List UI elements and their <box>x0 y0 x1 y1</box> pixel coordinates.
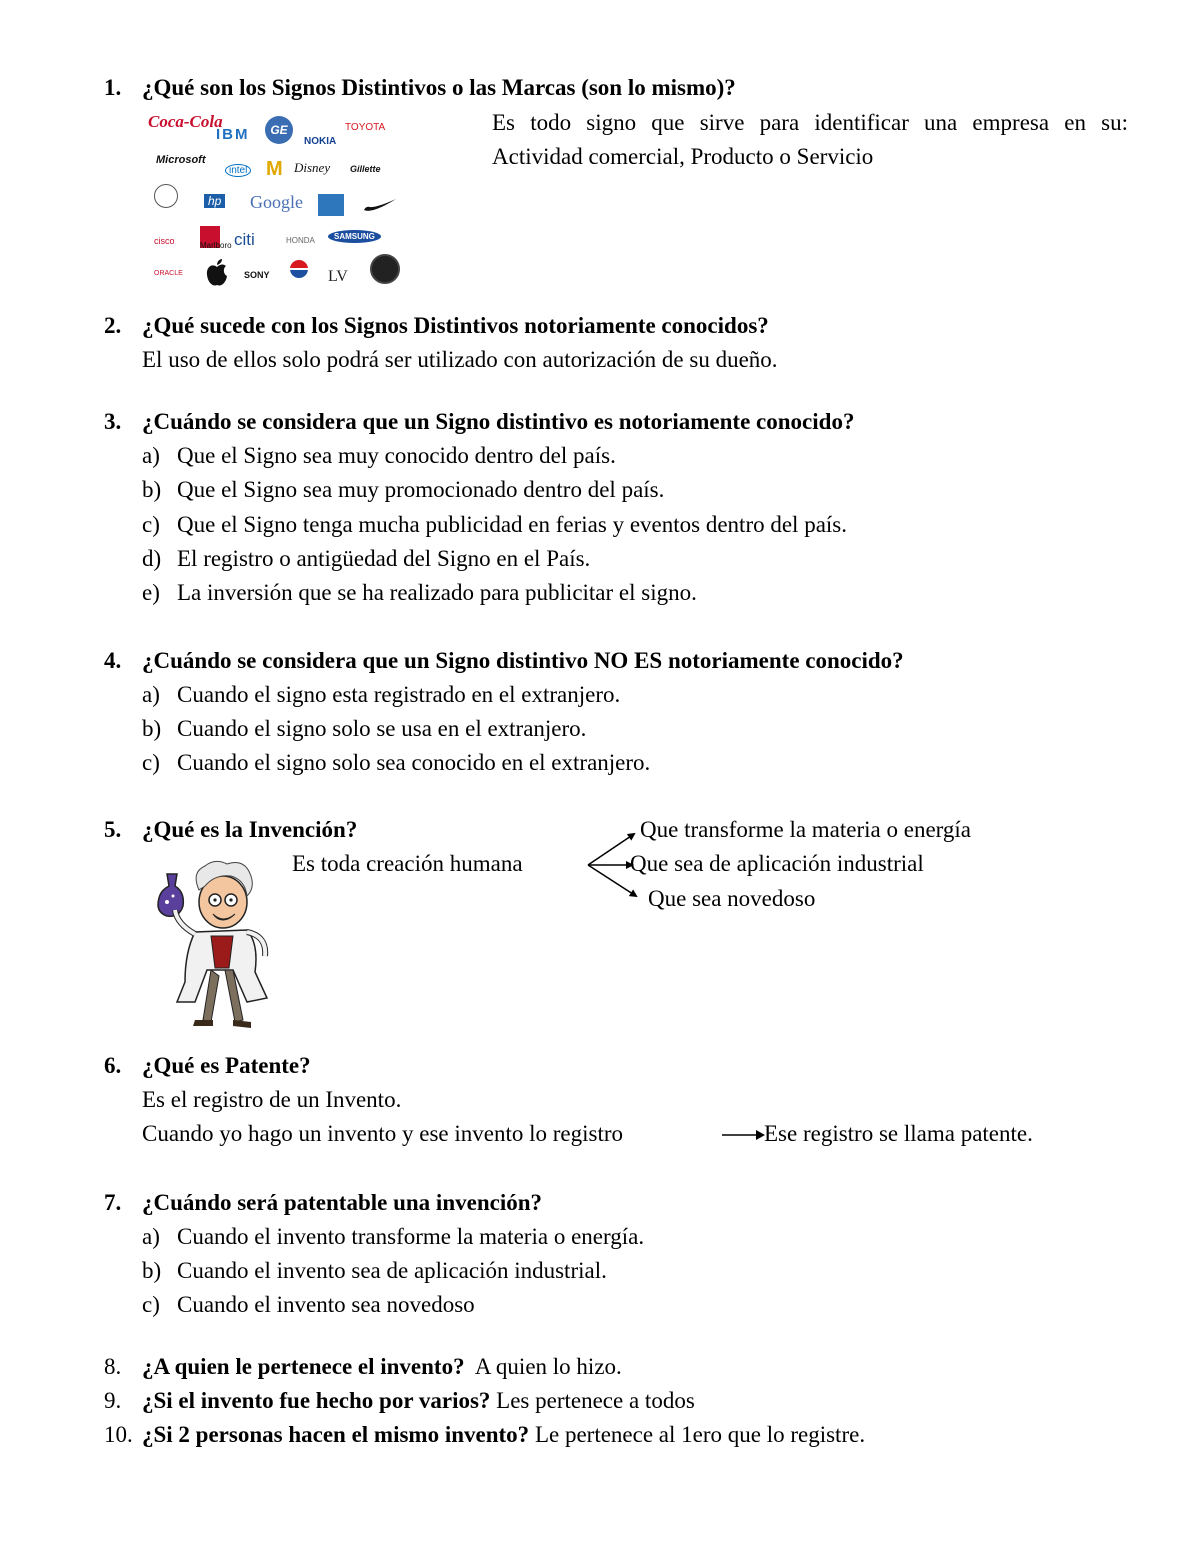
q9-number: 9. <box>104 1388 122 1413</box>
q7-option-a: Cuando el invento transforme la materia o energía. <box>177 1224 645 1249</box>
q9-answer: Les pertenece a todos <box>496 1388 695 1413</box>
q10-line <box>142 1420 865 1450</box>
q5-number: 5. <box>104 817 122 842</box>
logo-hp: hp <box>204 194 225 208</box>
q6-answer-2a: Cuando yo hago un invento y ese invento lo registro <box>142 1121 624 1146</box>
q2-question: ¿Qué sucede con los Signos Distintivos notoriamente conocidos? <box>142 313 769 338</box>
q4-option-c-letter: c) <box>142 750 160 775</box>
logo-amex <box>318 194 344 216</box>
q7-option-c-letter: c) <box>142 1292 160 1317</box>
q8-question: ¿A quien le pertenece el invento? <box>142 1354 465 1379</box>
apple-icon <box>204 258 230 288</box>
q7-number: 7. <box>104 1190 122 1215</box>
right-arrow-icon <box>720 1127 766 1143</box>
q10-answer: Le pertenece al 1ero que lo registre. <box>534 1422 866 1447</box>
logo-sony: SONY <box>244 270 270 280</box>
logo-honda: HONDA <box>286 236 315 245</box>
q1-question: ¿Qué son los Signos Distintivos o las Marcas (son lo mismo)? <box>142 75 736 100</box>
q9-question: ¿Si el invento fue hecho por varios? <box>142 1388 491 1413</box>
q6-number: 6. <box>104 1053 122 1078</box>
q7-question: ¿Cuándo será patentable una invención? <box>142 1190 543 1215</box>
q7-option-b: Cuando el invento sea de aplicación industrial. <box>177 1258 607 1283</box>
q3-option-a: Que el Signo sea muy conocido dentro del país. <box>177 443 616 468</box>
q5-branch-1: Que transforme la materia o energía <box>640 817 972 842</box>
logo-google: Google <box>250 192 303 212</box>
q4-option-b-letter: b) <box>142 716 162 741</box>
q3-option-c: Que el Signo tenga mucha publicidad en ferias y eventos dentro del país. <box>177 512 847 537</box>
logo-ibm: IBM <box>216 126 250 143</box>
q6-answer-1: Es el registro de un Invento. <box>142 1087 402 1112</box>
q10-question: ¿Si 2 personas hacen el mismo invento? <box>142 1422 530 1447</box>
brand-logos-image <box>140 108 405 293</box>
q7-option-a-letter: a) <box>142 1224 160 1249</box>
q5-center-text: Es toda creación humana <box>292 851 523 876</box>
arrow-up <box>588 834 634 865</box>
q3-option-b-letter: b) <box>142 477 162 502</box>
q3-option-e: La inversión que se ha realizado para publicitar el signo. <box>177 580 697 605</box>
q6-answer-2b: Ese registro se llama patente. <box>764 1121 1033 1146</box>
q2-answer: El uso de ellos solo podrá ser utilizado con autorización de su dueño. <box>142 347 778 372</box>
q2-number: 2. <box>104 313 122 338</box>
q3-number: 3. <box>104 409 122 434</box>
q4-option-a: Cuando el signo esta registrado en el extranjero. <box>177 682 621 707</box>
q3-option-d-letter: d) <box>142 546 162 571</box>
q5-branch-2: Que sea de aplicación industrial <box>630 851 924 876</box>
logo-coca-cola: Coca-Cola <box>148 112 223 131</box>
logo-microsoft: Microsoft <box>156 154 206 166</box>
logo-lv: LV <box>328 268 348 285</box>
q6-question: ¿Qué es Patente? <box>142 1053 311 1078</box>
logo-pepsi <box>290 260 308 278</box>
logo-gillette: Gillette <box>350 164 381 174</box>
q3-option-d: El registro o antigüedad del Signo en el País. <box>177 546 591 571</box>
q3-option-e-letter: e) <box>142 580 160 605</box>
logo-disney: Disney <box>294 160 331 175</box>
q4-option-b: Cuando el signo solo se usa en el extranjero. <box>177 716 587 741</box>
q7-option-b-letter: b) <box>142 1258 162 1283</box>
q3-option-b: Que el Signo sea muy promocionado dentro del país. <box>177 477 665 502</box>
scientist-illustration <box>155 852 280 1032</box>
logo-mercedes <box>154 184 178 208</box>
logo-citi: citi <box>234 230 255 249</box>
q8-number: 8. <box>104 1354 122 1379</box>
q4-question: ¿Cuándo se considera que un Signo distintivo NO ES notoriamente conocido? <box>142 648 904 673</box>
q1-answer: Es todo signo que sirve para identificar una empresa en su: Actividad comercial, Producto o Servicio <box>492 110 1128 169</box>
logo-oracle: ORACLE <box>154 270 183 277</box>
q4-number: 4. <box>104 648 122 673</box>
logo-bmw <box>370 254 400 284</box>
arrow-down <box>588 865 636 896</box>
q5-question: ¿Qué es la Invención? <box>142 817 358 842</box>
logo-ge: GE <box>265 116 293 144</box>
q7-option-c: Cuando el invento sea novedoso <box>177 1292 475 1317</box>
q1-number: 1. <box>104 75 122 100</box>
nike-swoosh-icon <box>362 196 398 214</box>
logo-mcdonalds: M <box>266 158 283 180</box>
q8-line <box>142 1352 622 1382</box>
q5-branch-3: Que sea novedoso <box>648 886 816 911</box>
q8-answer: A quien lo hizo. <box>474 1354 622 1379</box>
q3-option-a-letter: a) <box>142 443 160 468</box>
logo-cisco: cisco <box>154 236 175 246</box>
q4-option-a-letter: a) <box>142 682 160 707</box>
q9-line <box>142 1386 695 1416</box>
logo-intel: intel <box>225 164 251 177</box>
q3-question: ¿Cuándo se considera que un Signo distintivo es notoriamente conocido? <box>142 409 855 434</box>
logo-toyota: TOYOTA <box>345 122 386 133</box>
logo-samsung: SAMSUNG <box>328 230 381 243</box>
q10-number: 10. <box>104 1422 133 1447</box>
q4-option-c: Cuando el signo solo sea conocido en el extranjero. <box>177 750 651 775</box>
q3-option-c-letter: c) <box>142 512 160 537</box>
logo-marlboro: Marlboro <box>200 226 220 248</box>
logo-nokia: NOKIA <box>304 136 337 147</box>
